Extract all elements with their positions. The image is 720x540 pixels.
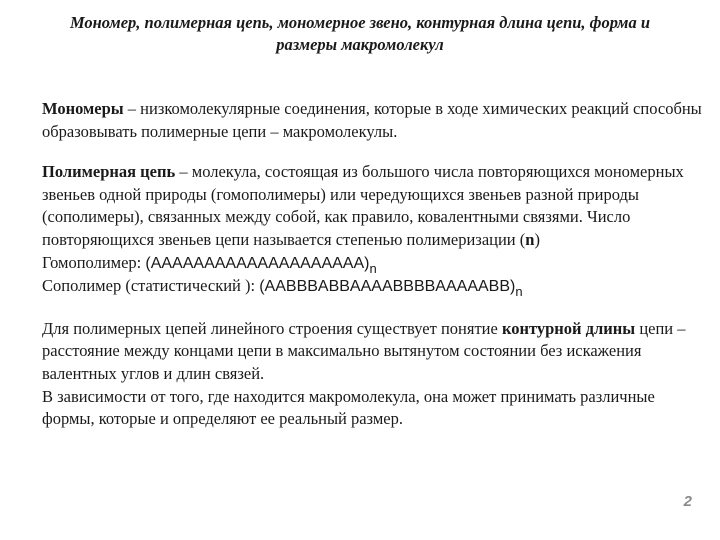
title-line-1: Мономер, полимерная цепь, мономерное звено, контурная длина цепи, форма и	[69, 13, 651, 32]
homopolymer-subscript: n	[369, 260, 377, 276]
contour-length-definition: цепи – расстояние между концами цепи в максимально вытянутом состоянии без искажения валентных углов и длин связей.	[42, 318, 686, 383]
copolymer-formula: (AABBBABBAAAABBBBAAAAABB)	[259, 278, 516, 296]
polymer-chain-close-paren: )	[534, 229, 540, 249]
monomers-term: Мономеры	[42, 99, 124, 118]
shape-paragraph: В зависимости от того, где находится макромолекула, она может принимать различные формы, которые и определяют ее реальный размер.	[42, 386, 655, 429]
polymer-chain-paragraph	[42, 161, 707, 251]
homopolymer-line	[42, 252, 707, 276]
slide-body	[42, 98, 707, 431]
monomers-definition: – низкомолекулярные соединения, которые в ходе химических реакций способны образовывать полимерные цепи – макромолекулы.	[42, 99, 702, 141]
polymer-chain-definition: – молекула, состоящая из большого числа повторяющихся мономерных звеньев одной природы (гомополимеры) или чередующихся звеньев разной природы (сополимеры), связанных между собой, как правило, ковалентными связями. Число повторяющихся звеньев цепи называется степенью полимеризации (	[42, 162, 684, 249]
copolymer-subscript: n	[515, 284, 523, 300]
page-number: 2	[683, 493, 692, 510]
contour-length-intro: Для полимерных цепей линейного строения существует понятие	[42, 318, 502, 338]
slide-title	[20, 12, 700, 56]
monomers-paragraph	[42, 98, 707, 143]
contour-length-paragraph	[42, 318, 707, 386]
copolymer-label: Сополимер (статистический ):	[42, 276, 260, 296]
polymer-chain-term: Полимерная цепь	[42, 162, 176, 182]
homopolymer-formula: (AAAAAAAAAAAAAAAAAAAA)	[145, 254, 370, 272]
title-line-2: размеры макромолекул	[276, 35, 444, 54]
copolymer-line	[42, 275, 707, 299]
polymerization-degree-symbol: n	[525, 229, 535, 249]
contour-length-term: контурной длины	[501, 318, 636, 338]
homopolymer-label: Гомополимер:	[42, 252, 146, 272]
